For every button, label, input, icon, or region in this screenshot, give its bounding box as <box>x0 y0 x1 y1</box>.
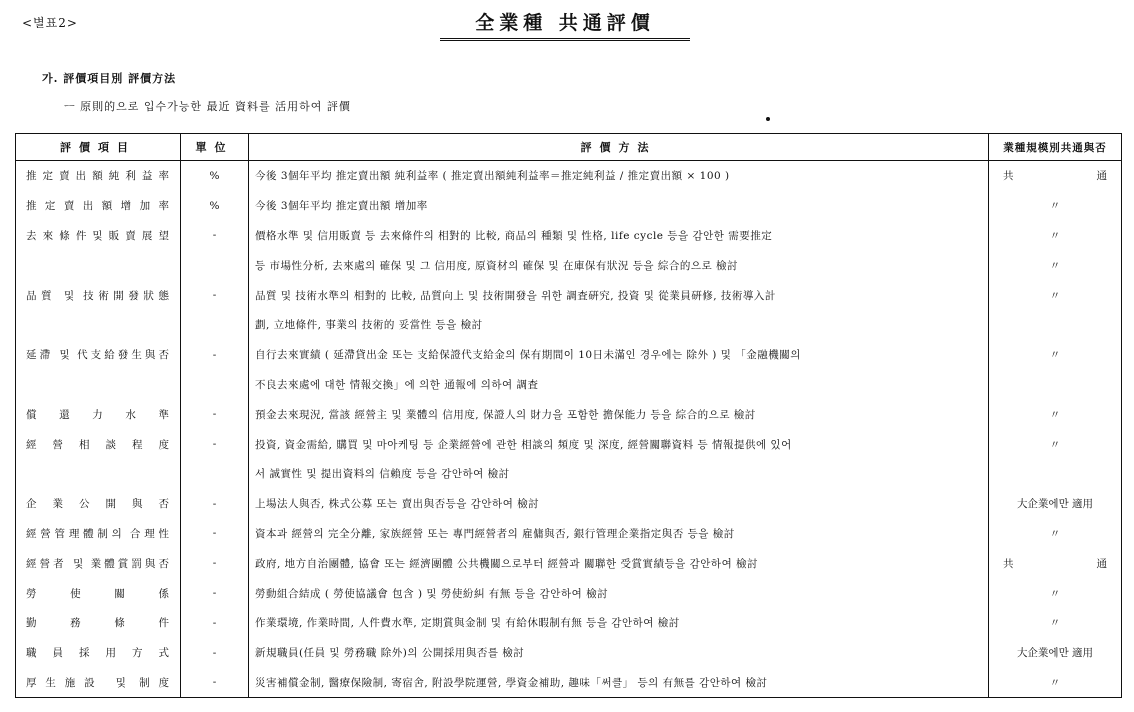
row-unit: - <box>181 340 249 370</box>
table-row <box>16 668 1122 698</box>
row-item <box>16 310 181 340</box>
row-unit: - <box>181 638 249 668</box>
section-note: ㅡ 原則的으로 입수가능한 最近 資料를 活用하여 評價 <box>64 100 351 113</box>
row-common: 〃 <box>989 399 1122 429</box>
table-row <box>16 310 1122 340</box>
row-item: 勤務條件 <box>16 608 181 638</box>
header-unit: 單位 <box>181 134 249 161</box>
row-method: 作業環境, 作業時間, 人件費水準, 定期賞與金制 및 有給休暇制有無 등을 감안하여 檢討 <box>249 608 989 638</box>
header-item: 評價項目 <box>16 134 181 161</box>
row-unit: - <box>181 668 249 698</box>
row-unit: % <box>181 161 249 191</box>
row-unit: - <box>181 519 249 549</box>
row-common <box>989 310 1122 340</box>
row-method: 價格水準 및 信用販賣 등 去來條件의 相對的 比較, 商品의 種類 및 性格, life cycle 등을 감안한 需要推定 <box>249 221 989 251</box>
row-item: 去來條件및販賣展望 <box>16 221 181 251</box>
row-unit: - <box>181 548 249 578</box>
row-method: 등 市場性分析, 去來處의 確保 및 그 信用度, 原資材의 確保 및 在庫保有狀況 등을 綜合的으로 檢討 <box>249 250 989 280</box>
row-unit: - <box>181 608 249 638</box>
row-method: 서 誠實性 및 提出資料의 信賴度 등을 감안하여 檢討 <box>249 459 989 489</box>
row-unit: % <box>181 191 249 221</box>
row-unit: - <box>181 399 249 429</box>
row-item: 經營者 및 業體賞罰與否 <box>16 548 181 578</box>
row-method: 預金去來現況, 當該 經營主 및 業體의 信用度, 保證人의 財力을 포함한 擔保能力 등을 綜合的으로 檢討 <box>249 399 989 429</box>
row-common: 共 通 <box>989 548 1122 578</box>
row-method: 劃, 立地條件, 事業의 技術的 妥當性 등을 檢討 <box>249 310 989 340</box>
row-common <box>989 459 1122 489</box>
row-common: 〃 <box>989 429 1122 459</box>
evaluation-table <box>15 133 1122 698</box>
document-title: 全業種 共通評價 <box>440 8 690 41</box>
row-method: 品質 및 技術水準의 相對的 比較, 品質向上 및 技術開發을 위한 調査硏究, 投資 및 從業員硏修, 技術導入計 <box>249 280 989 310</box>
row-method: 今後 3個年平均 推定賣出額 純利益率 ( 推定賣出額純利益率＝推定純利益 / 推定賣出額 × 100 ) <box>249 161 989 191</box>
table-row <box>16 340 1122 370</box>
table-row <box>16 459 1122 489</box>
row-common: 〃 <box>989 340 1122 370</box>
table-row <box>16 250 1122 280</box>
row-method: 勞動組合結成 ( 勞使協議會 包含 ) 및 勞使紛糾 有無 등을 감안하여 檢討 <box>249 578 989 608</box>
row-method: 政府, 地方自治團體, 協會 또는 經濟團體 公共機關으로부터 經營과 關聯한 受賞實績등을 감안하여 檢討 <box>249 548 989 578</box>
table-body <box>16 161 1122 698</box>
row-method: 投資, 資金需給, 購買 및 마아케팅 등 企業經營에 관한 相談의 頻度 및 深度, 經營關聯資料 등 情報提供에 있어 <box>249 429 989 459</box>
row-unit <box>181 310 249 340</box>
table-row <box>16 370 1122 400</box>
row-unit: - <box>181 221 249 251</box>
row-method: 新規職員(任員 및 勞務職 除外)의 公開採用與否를 檢討 <box>249 638 989 668</box>
row-unit: - <box>181 429 249 459</box>
row-item: 勞使關係 <box>16 578 181 608</box>
row-common: 〃 <box>989 608 1122 638</box>
table-row <box>16 429 1122 459</box>
table-row <box>16 548 1122 578</box>
row-unit <box>181 459 249 489</box>
header-common: 業種規模別共通與否 <box>989 134 1122 161</box>
table-row <box>16 399 1122 429</box>
row-item <box>16 250 181 280</box>
row-item: 推定賣出額純利益率 <box>16 161 181 191</box>
table-row <box>16 638 1122 668</box>
row-item: 償還力水準 <box>16 399 181 429</box>
row-common <box>989 370 1122 400</box>
row-item <box>16 370 181 400</box>
table-row <box>16 191 1122 221</box>
section-heading: 가. 評價項目別 評價方法 <box>42 72 177 85</box>
row-common: 〃 <box>989 191 1122 221</box>
row-item: 延滯 및 代支給發生與否 <box>16 340 181 370</box>
row-method: 自行去來實績 ( 延滯貸出金 또는 支給保證代支給金의 保有期間이 10日未滿인 경우에는 除外 ) 및 「金融機關의 <box>249 340 989 370</box>
row-common: 〃 <box>989 250 1122 280</box>
table-row <box>16 221 1122 251</box>
row-method: 災害補償金制, 醫療保險制, 寄宿舍, 附設學院運營, 學資金補助, 趣味「써클」 등의 有無를 감안하여 檢討 <box>249 668 989 698</box>
table-header-row <box>16 134 1122 161</box>
document-tag: <별표2> <box>22 16 78 30</box>
row-item: 厚生施設 및 制度 <box>16 668 181 698</box>
row-common: 共 通 <box>989 161 1122 191</box>
row-item: 經營管理體制의 合理性 <box>16 519 181 549</box>
row-common: 〃 <box>989 519 1122 549</box>
row-item: 職員採用方式 <box>16 638 181 668</box>
table-row <box>16 280 1122 310</box>
row-item: 品質 및 技術開發狀態 <box>16 280 181 310</box>
row-common: 大企業에만 適用 <box>989 638 1122 668</box>
row-common: 大企業에만 適用 <box>989 489 1122 519</box>
row-common: 〃 <box>989 668 1122 698</box>
row-common: 〃 <box>989 280 1122 310</box>
row-item: 推定賣出額增加率 <box>16 191 181 221</box>
table-row <box>16 161 1122 191</box>
row-item <box>16 459 181 489</box>
table-row <box>16 519 1122 549</box>
row-common: 〃 <box>989 221 1122 251</box>
row-unit: - <box>181 578 249 608</box>
row-item: 企業公開與否 <box>16 489 181 519</box>
row-unit: - <box>181 489 249 519</box>
table-row <box>16 608 1122 638</box>
header-method: 評價方法 <box>249 134 989 161</box>
row-method: 上場法人與否, 株式公募 또는 賣出與否등을 감안하여 檢討 <box>249 489 989 519</box>
row-method: 不良去來處에 대한 情報交換」에 의한 通報에 의하여 調査 <box>249 370 989 400</box>
table-row <box>16 578 1122 608</box>
table-row <box>16 489 1122 519</box>
row-unit: - <box>181 280 249 310</box>
row-method: 資本과 經營의 完全分離, 家族經營 또는 專門經營者의 雇傭與否, 銀行管理企業指定與否 등을 檢討 <box>249 519 989 549</box>
row-method: 今後 3個年平均 推定賣出額 增加率 <box>249 191 989 221</box>
row-unit <box>181 250 249 280</box>
row-common: 〃 <box>989 578 1122 608</box>
row-unit <box>181 370 249 400</box>
row-item: 經營相談程度 <box>16 429 181 459</box>
stray-mark <box>766 117 770 121</box>
